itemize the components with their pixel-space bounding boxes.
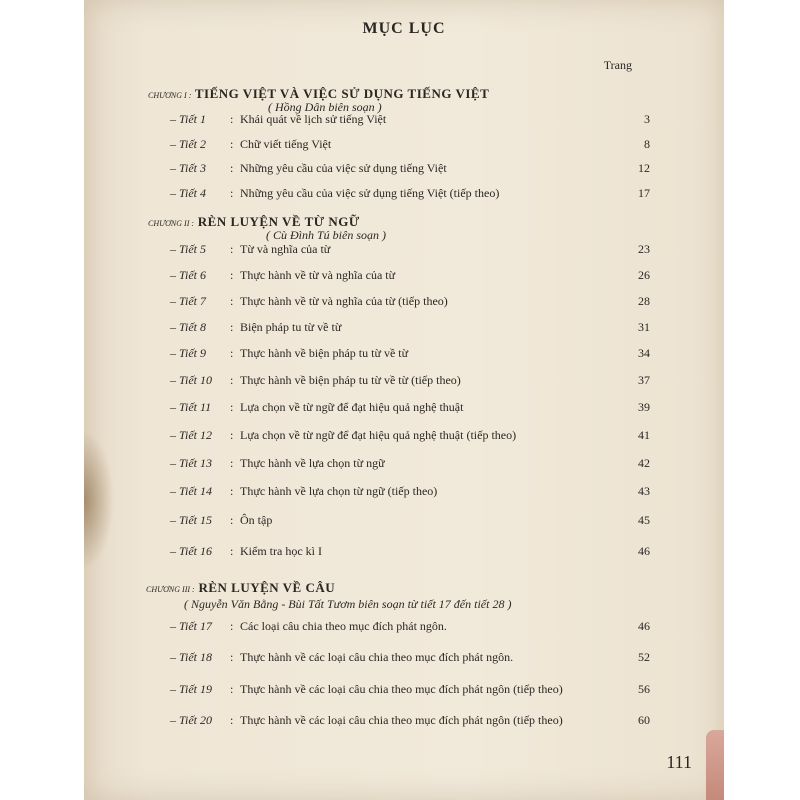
lesson-label: – Tiết 16 [170, 544, 213, 558]
lesson-page: 43 [638, 484, 650, 498]
toc-row: – Tiết 11 : Lựa chọn về từ ngữ để đạt hiệu quả nghệ thuật 39 [170, 400, 650, 414]
toc-row: – Tiết 13 : Thực hành về lựa chọn từ ngữ 42 [170, 456, 650, 470]
lesson-page: 39 [638, 400, 650, 414]
toc-row: – Tiết 17 : Các loại câu chia theo mục đích phát ngôn. 46 [170, 619, 650, 633]
lesson-label: – Tiết 8 [170, 320, 207, 334]
lesson-page: 26 [638, 268, 650, 282]
toc-title: MỤC LỤC [362, 20, 446, 37]
lesson-label: – Tiết 3 [170, 161, 207, 175]
lesson-label: – Tiết 2 [170, 137, 207, 151]
lesson-topic: Thực hành về các loại câu chia theo mục đích phát ngôn. [240, 650, 514, 664]
toc-row: – Tiết 8 : Biện pháp tu từ về từ 31 [170, 320, 650, 334]
lesson-page: 45 [638, 513, 650, 527]
lesson-label: – Tiết 10 [170, 373, 213, 387]
lesson-topic: Thực hành về các loại câu chia theo mục đích phát ngôn (tiếp theo) [240, 713, 563, 727]
toc-row: – Tiết 6 : Thực hành về từ và nghĩa của từ 26 [170, 268, 650, 282]
lesson-label: – Tiết 6 [170, 268, 207, 282]
lesson-topic: Chữ viết tiếng Việt [240, 137, 332, 151]
lesson-label: – Tiết 9 [170, 346, 207, 360]
toc-row: – Tiết 5 : Từ và nghĩa của từ 23 [170, 242, 650, 256]
lesson-topic: Thực hành về biện pháp tu từ về từ [240, 346, 409, 360]
lesson-label: – Tiết 7 [170, 294, 207, 308]
lesson-label: – Tiết 1 [170, 112, 207, 126]
chapter-2-title: RÈN LUYỆN VỀ TỪ NGỮ [197, 214, 360, 229]
lesson-page: 31 [638, 320, 650, 334]
toc-row: – Tiết 18 : Thực hành về các loại câu chia theo mục đích phát ngôn. 52 [170, 650, 650, 664]
lesson-topic: Biện pháp tu từ về từ [240, 320, 342, 334]
chapter-3-heading [146, 580, 335, 596]
lesson-topic: Thực hành về từ và nghĩa của từ (tiếp theo) [240, 294, 448, 308]
lesson-topic: Những yêu cầu của việc sử dụng tiếng Việt (tiếp theo) [240, 186, 500, 200]
toc-row: – Tiết 7 : Thực hành về từ và nghĩa của từ (tiếp theo) 28 [170, 294, 650, 308]
lesson-page: 52 [638, 650, 650, 664]
lesson-topic: Thực hành về biện pháp tu từ về từ (tiếp theo) [240, 373, 461, 387]
page-number: 111 [666, 752, 692, 772]
toc-row: – Tiết 15 : Ôn tập 45 [170, 513, 650, 527]
toc-row: – Tiết 10 : Thực hành về biện pháp tu từ về từ (tiếp theo) 37 [170, 373, 650, 387]
toc-row: – Tiết 1 : Khái quát về lịch sử tiếng Việt 3 [170, 112, 650, 126]
lesson-topic: Lựa chọn về từ ngữ để đạt hiệu quả nghệ thuật [240, 400, 464, 414]
toc-row: – Tiết 12 : Lựa chọn về từ ngữ để đạt hiệu quả nghệ thuật (tiếp theo) 41 [170, 428, 650, 442]
lesson-page: 28 [638, 294, 650, 308]
lesson-label: – Tiết 5 [170, 242, 207, 256]
lesson-page: 41 [638, 428, 650, 442]
lesson-label: – Tiết 11 [170, 400, 212, 414]
lesson-page: 46 [638, 544, 650, 558]
lesson-topic: Thực hành về các loại câu chia theo mục đích phát ngôn (tiếp theo) [240, 682, 563, 696]
lesson-page: 37 [638, 373, 650, 387]
lesson-topic: Khái quát về lịch sử tiếng Việt [240, 112, 387, 126]
lesson-page: 17 [638, 186, 650, 200]
page-column-label: Trang [603, 58, 632, 72]
chapter-2-label: CHƯƠNG II : [148, 219, 195, 228]
lesson-label: – Tiết 12 [170, 428, 213, 442]
toc-row: – Tiết 4 : Những yêu cầu của việc sử dụng tiếng Việt (tiếp theo) 17 [170, 186, 650, 200]
chapter-3-label: CHƯƠNG III : [146, 585, 195, 594]
lesson-topic: Kiểm tra học kì I [240, 544, 322, 558]
lesson-label: – Tiết 18 [170, 650, 213, 664]
lesson-page: 23 [638, 242, 650, 256]
lesson-page: 42 [638, 456, 650, 470]
toc-row: – Tiết 16 : Kiểm tra học kì I 46 [170, 544, 650, 558]
lesson-label: – Tiết 20 [170, 713, 213, 727]
lesson-label: – Tiết 17 [170, 619, 213, 633]
chapter-2-editor: ( Cù Đình Tú biên soạn ) [266, 228, 386, 242]
lesson-topic: Thực hành về lựa chọn từ ngữ (tiếp theo) [240, 484, 438, 498]
toc-row: – Tiết 2 : Chữ viết tiếng Việt 8 [170, 137, 650, 151]
toc-row: – Tiết 19 : Thực hành về các loại câu chia theo mục đích phát ngôn (tiếp theo) 56 [170, 682, 650, 696]
lesson-page: 56 [638, 682, 650, 696]
lesson-topic: Thực hành về lựa chọn từ ngữ [240, 456, 385, 470]
toc-row: – Tiết 9 : Thực hành về biện pháp tu từ về từ 34 [170, 346, 650, 360]
chapter-1-label: CHƯƠNG I : [148, 91, 192, 100]
toc-row: – Tiết 20 : Thực hành về các loại câu chia theo mục đích phát ngôn (tiếp theo) 60 [170, 713, 650, 727]
lesson-label: – Tiết 19 [170, 682, 213, 696]
lesson-page: 46 [638, 619, 650, 633]
lesson-page: 12 [638, 161, 650, 175]
chapter-3-editor: ( Nguyễn Văn Bằng - Bùi Tất Tươm biên soạn từ tiết 17 đến tiết 28 ) [184, 597, 512, 611]
lesson-page: 8 [644, 137, 650, 151]
lesson-page: 34 [638, 346, 650, 360]
chapter-3-title: RÈN LUYỆN VỀ CÂU [198, 580, 336, 595]
lesson-label: – Tiết 13 [170, 456, 213, 470]
lesson-topic: Lựa chọn về từ ngữ để đạt hiệu quả nghệ thuật (tiếp theo) [240, 428, 517, 442]
lesson-label: – Tiết 4 [170, 186, 207, 200]
page-edge-tab [706, 730, 724, 800]
lesson-page: 3 [644, 112, 650, 126]
book-page [84, 0, 724, 800]
lesson-topic: Thực hành về từ và nghĩa của từ [240, 268, 396, 282]
chapter-1-title: TIẾNG VIỆT VÀ VIỆC SỬ DỤNG TIẾNG VIỆT [194, 86, 490, 101]
lesson-page: 60 [638, 713, 650, 727]
lesson-topic: Những yêu cầu của việc sử dụng tiếng Việt [240, 161, 447, 175]
lesson-topic: Từ và nghĩa của từ [240, 242, 331, 256]
page-stain [84, 430, 114, 570]
lesson-label: – Tiết 15 [170, 513, 213, 527]
lesson-topic: Ôn tập [240, 513, 273, 527]
toc-row: – Tiết 14 : Thực hành về lựa chọn từ ngữ (tiếp theo) 43 [170, 484, 650, 498]
chapter-1-editor: ( Hồng Dân biên soạn ) [268, 100, 382, 114]
lesson-label: – Tiết 14 [170, 484, 213, 498]
toc-row: – Tiết 3 : Những yêu cầu của việc sử dụng tiếng Việt 12 [170, 161, 650, 175]
lesson-topic: Các loại câu chia theo mục đích phát ngôn. [240, 619, 447, 633]
